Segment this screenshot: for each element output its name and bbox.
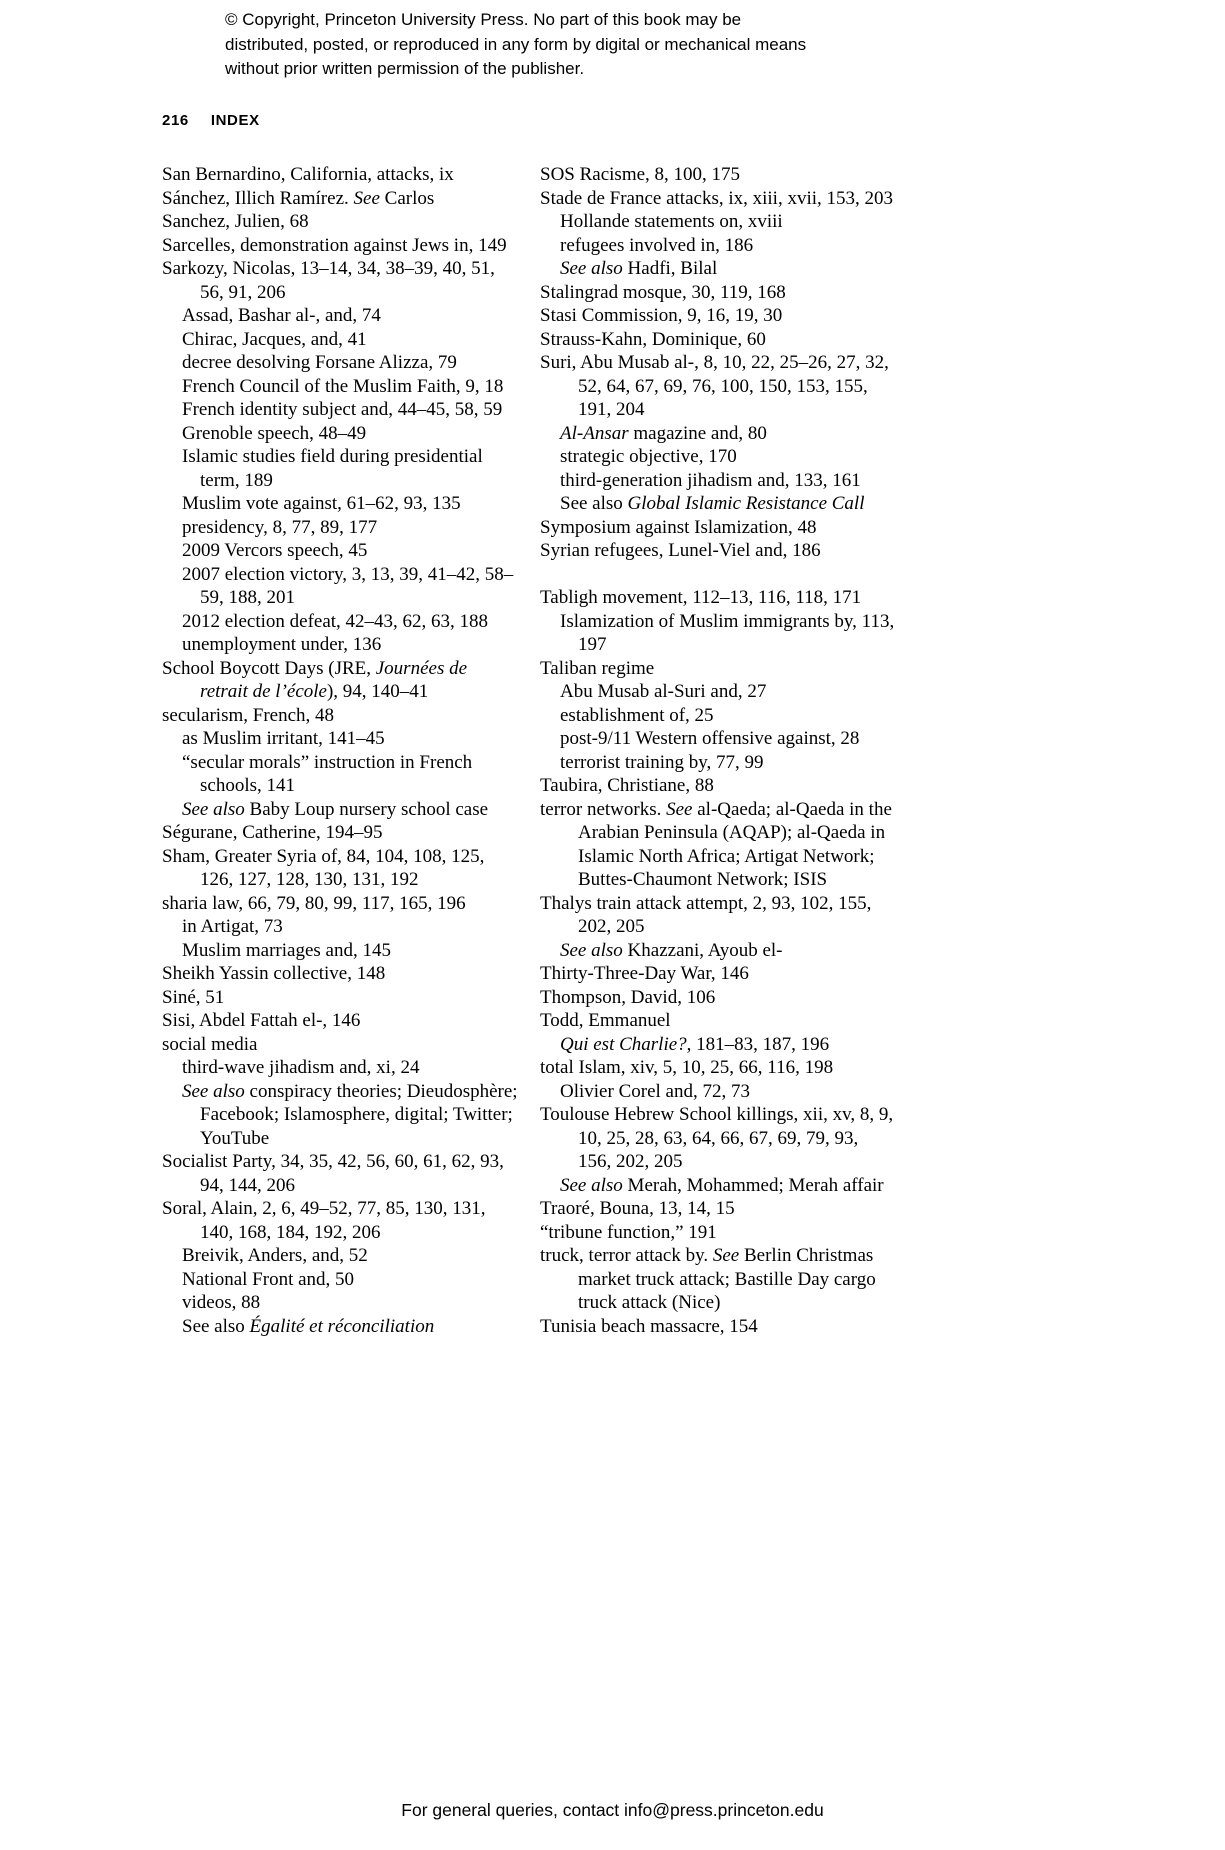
index-entry: Stasi Commission, 9, 16, 19, 30 [540, 305, 783, 326]
index-entry: French identity subject and, 44–45, 58, 59 [182, 399, 503, 420]
index-entry: See also Hadfi, Bilal [560, 258, 718, 279]
index-entry: See also Égalité et réconciliation [182, 1315, 435, 1337]
index-entry: Thalys train attack attempt, 2, 93, 102, 155, 202, 205 [540, 892, 872, 937]
index-entry: Al-Ansar magazine and, 80 [560, 422, 767, 444]
index-entry: Sarkozy, Nicolas, 13–14, 34, 38–39, 40, 51, 56, 91, 206 [162, 258, 495, 303]
index-entry: Taubira, Christiane, 88 [540, 775, 714, 796]
index-entry: See also Baby Loup nursery school case [182, 798, 489, 820]
index-entry: 2012 election defeat, 42–43, 62, 63, 188 [182, 610, 489, 632]
index-entry: total Islam, xiv, 5, 10, 25, 66, 116, 198 [540, 1057, 834, 1078]
index-entry: Stade de France attacks, ix, xiii, xvii, 153, 203 [540, 187, 894, 209]
index-entry: Olivier Corel and, 72, 73 [560, 1080, 750, 1102]
index-entry: Islamic studies field during presidential term, 189 [182, 446, 483, 491]
index-entry: Grenoble speech, 48–49 [182, 422, 367, 444]
index-entry: Sánchez, Illich Ramírez. See Carlos [162, 187, 435, 209]
index-entry: See also Khazzani, Ayoub el- [560, 939, 783, 961]
index-entry: Sanchez, Julien, 68 [162, 211, 309, 232]
index-entry: Islamization of Muslim immigrants by, 113, 197 [560, 610, 895, 655]
index-entry: Tunisia beach massacre, 154 [540, 1315, 758, 1337]
index-entry: See also Global Islamic Resistance Call [560, 493, 865, 514]
index-entry: School Boycott Days (JRE, Journées de retrait de l’école), 94, 140–41 [162, 657, 468, 702]
index-entry: Tabligh movement, 112–13, 116, 118, 171 [540, 587, 862, 608]
index-entry: social media [162, 1033, 258, 1055]
index-entry: Taliban regime [540, 657, 655, 679]
index-entry: National Front and, 50 [182, 1268, 355, 1290]
index-entry: in Artigat, 73 [182, 916, 283, 937]
index-entry: Muslim marriages and, 145 [182, 939, 391, 961]
page-header [162, 112, 260, 129]
index-entry: Chirac, Jacques, and, 41 [182, 328, 367, 350]
index-entry: Muslim vote against, 61–62, 93, 135 [182, 493, 461, 514]
index-entry: Siné, 51 [162, 986, 225, 1008]
index-entry: videos, 88 [182, 1292, 261, 1313]
index-entry: refugees involved in, 186 [560, 234, 754, 256]
index-entry: Hollande statements on, xviii [560, 211, 783, 232]
footer-queries-line: For general queries, contact info@press.princeton.edu [401, 1800, 824, 1820]
index-entry: Strauss-Kahn, Dominique, 60 [540, 328, 766, 350]
index-column-left [162, 163, 518, 1338]
index-entry: 2007 election victory, 3, 13, 39, 41–42, 58–59, 188, 201 [182, 563, 514, 608]
index-entry: “tribune function,” 191 [540, 1221, 717, 1243]
page-number: 216 [162, 112, 189, 129]
index-entry: French Council of the Muslim Faith, 9, 18 [182, 375, 504, 397]
index-entry: secularism, French, 48 [162, 704, 335, 726]
index-entry: terror networks. See al-Qaeda; al-Qaeda in the Arabian Peninsula (AQAP); al-Qaeda in Islamic North Africa; Artigat Network; Buttes-Chaumont Network; ISIS [540, 798, 892, 890]
index-section-label: INDEX [210, 112, 260, 129]
index-entry: Syrian refugees, Lunel-Viel and, 186 [540, 540, 821, 561]
index-entry: San Bernardino, California, attacks, ix [162, 164, 454, 185]
index-entry: unemployment under, 136 [182, 634, 382, 655]
index-entry: Ségurane, Catherine, 194–95 [162, 822, 383, 843]
index-entry: SOS Racisme, 8, 100, 175 [540, 164, 741, 185]
index-entry: Thompson, David, 106 [540, 986, 716, 1008]
index-entry: decree desolving Forsane Alizza, 79 [182, 352, 457, 373]
index-entry: as Muslim irritant, 141–45 [182, 728, 385, 749]
index-entry: Sham, Greater Syria of, 84, 104, 108, 125, 126, 127, 128, 130, 131, 192 [162, 845, 485, 890]
index-entry: Sarcelles, demonstration against Jews in, 149 [162, 234, 507, 256]
index-entry: presidency, 8, 77, 89, 177 [182, 516, 378, 538]
index-entry: “secular morals” instruction in French schools, 141 [182, 751, 473, 796]
index-entry: Breivik, Anders, and, 52 [182, 1245, 368, 1266]
index-entry: truck, terror attack by. See Berlin Christmas market truck attack; Bastille Day cargo truck attack (Nice) [540, 1245, 876, 1313]
index-entry: Symposium against Islamization, 48 [540, 516, 817, 538]
index-entry: 2009 Vercors speech, 45 [182, 540, 368, 561]
index-entry: establishment of, 25 [560, 704, 714, 726]
index-entry: strategic objective, 170 [560, 446, 737, 467]
index-entry: Assad, Bashar al-, and, 74 [182, 305, 381, 326]
index-entry: See also Merah, Mohammed; Merah affair [560, 1174, 884, 1196]
index-entry: third-wave jihadism and, xi, 24 [182, 1057, 420, 1078]
index-entry: terrorist training by, 77, 99 [560, 751, 764, 773]
index-entry: Soral, Alain, 2, 6, 49–52, 77, 85, 130, 131, 140, 168, 184, 192, 206 [162, 1198, 486, 1243]
index-entry: sharia law, 66, 79, 80, 99, 117, 165, 196 [162, 892, 466, 914]
index-entry: third-generation jihadism and, 133, 161 [560, 469, 861, 491]
index-entry: Thirty-Three-Day War, 146 [540, 963, 749, 984]
index-entry: Traoré, Bouna, 13, 14, 15 [540, 1198, 735, 1219]
index-entry: Sheikh Yassin collective, 148 [162, 963, 386, 984]
index-entry: Suri, Abu Musab al-, 8, 10, 22, 25–26, 27, 32, 52, 64, 67, 69, 76, 100, 150, 153, 155, 191, 204 [540, 352, 889, 420]
index-entry: See also conspiracy theories; Dieudosphère; Facebook; Islamosphere, digital; Twitter; YouTube [182, 1080, 518, 1149]
index-column-right [540, 163, 896, 1338]
index-entry: Socialist Party, 34, 35, 42, 56, 60, 61, 62, 93, 94, 144, 206 [162, 1151, 504, 1196]
index-entry: Toulouse Hebrew School killings, xii, xv, 8, 9, 10, 25, 28, 63, 64, 66, 67, 69, 79, 93, 156, 202, 205 [540, 1104, 894, 1172]
index-entry: Stalingrad mosque, 30, 119, 168 [540, 281, 786, 303]
index-entry: post-9/11 Western offensive against, 28 [560, 728, 860, 749]
index-entry: Todd, Emmanuel [540, 1010, 671, 1031]
index-entry: Abu Musab al-Suri and, 27 [560, 681, 767, 702]
copyright-notice: © Copyright, Princeton University Press. No part of this book may be distributed, posted, or reproduced in any form by digital or mechanical means without prior written permission of the publisher. [225, 10, 807, 78]
index-entry: Sisi, Abdel Fattah el-, 146 [162, 1010, 361, 1031]
index-entry: Qui est Charlie?, 181–83, 187, 196 [560, 1033, 830, 1055]
